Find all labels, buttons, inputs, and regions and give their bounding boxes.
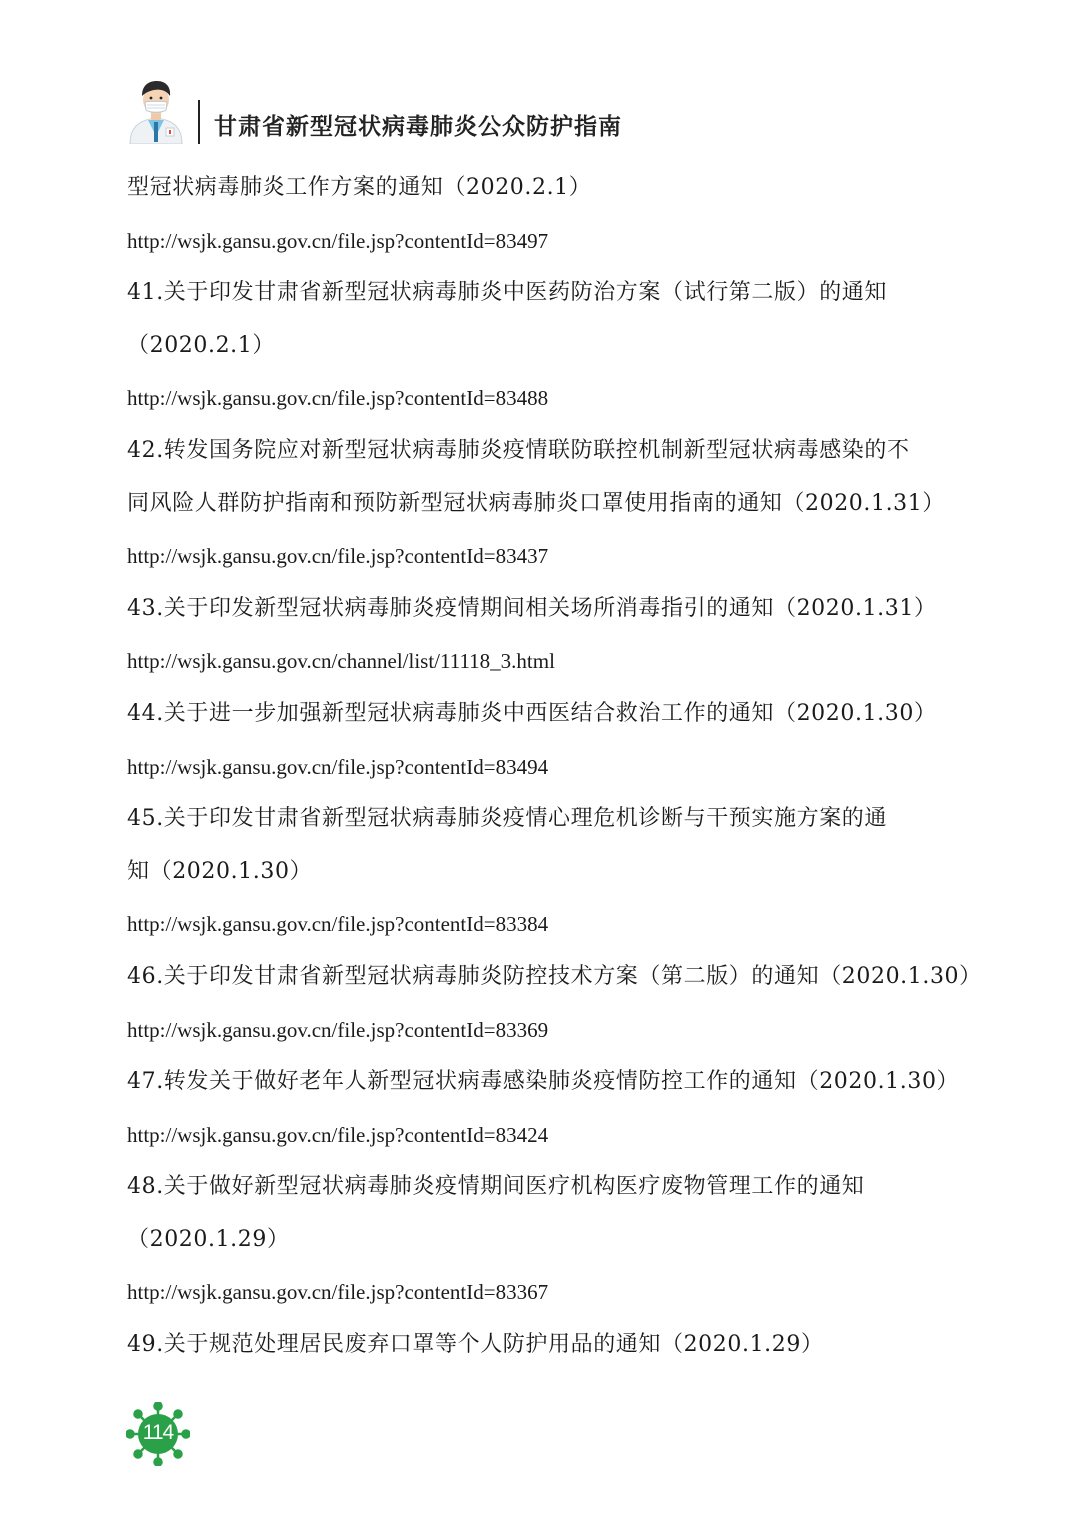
page-number-badge (126, 1402, 190, 1466)
list-item: 47.转发关于做好老年人新型冠状病毒感染肺炎疫情防控工作的通知（2020.1.30） (127, 1069, 960, 1095)
list-item: 45.关于印发甘肃省新型冠状病毒肺炎疫情心理危机诊断与干预实施方案的通 (127, 806, 887, 832)
page-header (124, 78, 824, 148)
list-line: （2020.2.1） (127, 332, 275, 358)
link-url[interactable]: http://wsjk.gansu.gov.cn/file.jsp?contentId=83369 (127, 1017, 549, 1042)
link-url[interactable]: http://wsjk.gansu.gov.cn/file.jsp?contentId=83437 (127, 544, 549, 569)
list-line: 同风险人群防护指南和预防新型冠状病毒肺炎口罩使用指南的通知（2020.1.31） (127, 490, 945, 516)
link-url[interactable]: http://wsjk.gansu.gov.cn/file.jsp?contentId=83424 (127, 1122, 549, 1147)
list-item: 43.关于印发新型冠状病毒肺炎疫情期间相关场所消毒指引的通知（2020.1.31） (127, 595, 937, 621)
list-item: 46.关于印发甘肃省新型冠状病毒肺炎防控技术方案（第二版）的通知（2020.1.30） (127, 963, 982, 989)
list-item: 41.关于印发甘肃省新型冠状病毒肺炎中医药防治方案（试行第二版）的通知 (127, 280, 887, 306)
list-item: 42.转发国务院应对新型冠状病毒肺炎疫情联防联控机制新型冠状病毒感染的不 (127, 437, 910, 463)
header-divider (198, 100, 200, 144)
reference-list (127, 168, 982, 1378)
list-item: 44.关于进一步加强新型冠状病毒肺炎中西医结合救治工作的通知（2020.1.30） (127, 700, 937, 726)
link-url[interactable]: http://wsjk.gansu.gov.cn/file.jsp?contentId=83367 (127, 1280, 549, 1305)
link-url[interactable]: http://wsjk.gansu.gov.cn/file.jsp?contentId=83384 (127, 912, 549, 937)
list-line: （2020.1.29） (127, 1226, 290, 1252)
list-item: 49.关于规范处理居民废弃口罩等个人防护用品的通知（2020.1.29） (127, 1332, 824, 1358)
list-line: 型冠状病毒肺炎工作方案的通知（2020.2.1） (127, 175, 592, 200)
list-line: 知（2020.1.30） (127, 858, 313, 884)
link-url[interactable]: http://wsjk.gansu.gov.cn/file.jsp?contentId=83494 (127, 754, 549, 779)
page-number: 114 (142, 1421, 174, 1444)
link-url[interactable]: http://wsjk.gansu.gov.cn/channel/list/11118_3.html (127, 649, 555, 674)
doctor-avatar-icon (124, 78, 188, 144)
list-item: 48.关于做好新型冠状病毒肺炎疫情期间医疗机构医疗废物管理工作的通知 (127, 1174, 865, 1200)
link-url[interactable]: http://wsjk.gansu.gov.cn/file.jsp?contentId=83488 (127, 386, 549, 411)
header-title: 甘肃省新型冠状病毒肺炎公众防护指南 (214, 114, 622, 140)
link-url[interactable]: http://wsjk.gansu.gov.cn/file.jsp?contentId=83497 (127, 228, 549, 253)
